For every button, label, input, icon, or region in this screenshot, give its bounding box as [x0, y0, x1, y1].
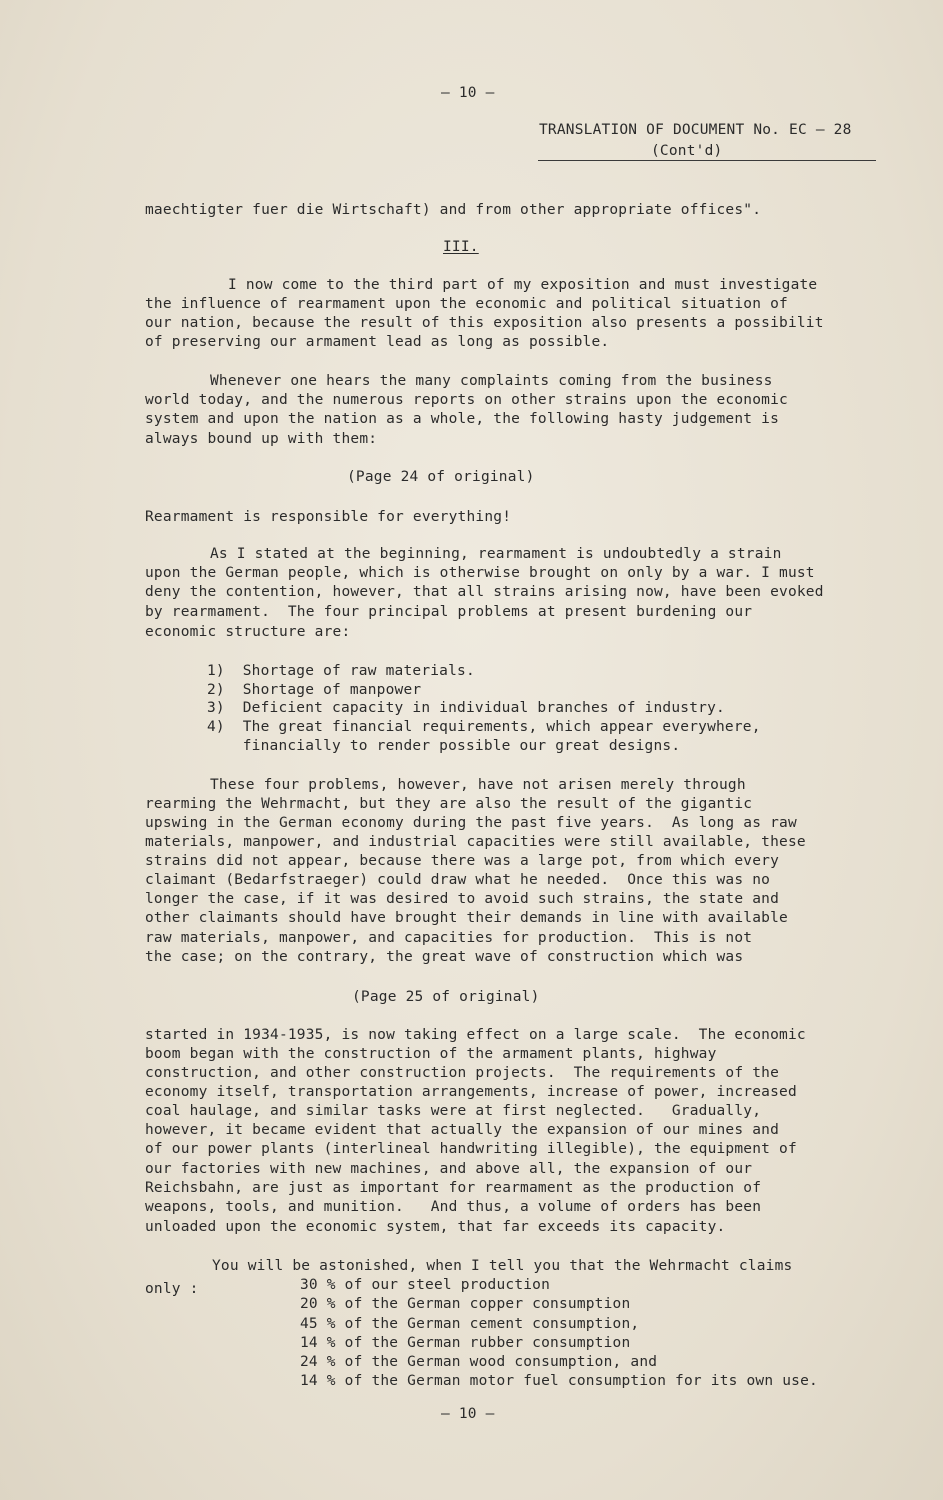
body-line: longer the case, if it was desired to avoid such strains, the state and: [145, 891, 780, 907]
header-rule: [538, 160, 876, 161]
section-heading: III.: [443, 239, 479, 255]
list-item: 3) Deficient capacity in individual branches of industry.: [207, 700, 725, 716]
body-line: upon the German people, which is otherwise brought on only by a war. I must: [145, 565, 815, 581]
body-line: started in 1934-1935, is now taking effect on a large scale. The economic: [145, 1027, 806, 1043]
body-line: weapons, tools, and munition. And thus, a volume of orders has been: [145, 1199, 762, 1215]
body-line: rearming the Wehrmacht, but they are also the result of the gigantic: [145, 796, 753, 812]
body-line: always bound up with them:: [145, 431, 378, 447]
claim-item: 14 % of the German motor fuel consumption for its own use.: [300, 1373, 818, 1389]
header-title: TRANSLATION OF DOCUMENT No. EC – 28: [539, 122, 852, 138]
body-line: boom began with the construction of the armament plants, highway: [145, 1046, 717, 1062]
body-line: our nation, because the result of this exposition also presents a possibilit: [145, 315, 824, 331]
list-item: 1) Shortage of raw materials.: [207, 663, 475, 679]
body-line: materials, manpower, and industrial capacities were still available, these: [145, 834, 806, 850]
list-item: 2) Shortage of manpower: [207, 682, 422, 698]
only-label: only :: [145, 1281, 199, 1297]
body-line: These four problems, however, have not arisen merely through: [210, 777, 746, 793]
body-line: unloaded upon the economic system, that far exceeds its capacity.: [145, 1219, 726, 1235]
claim-item: 14 % of the German rubber consumption: [300, 1335, 631, 1351]
page-number-bottom: – 10 –: [441, 1406, 495, 1422]
body-line: Whenever one hears the many complaints coming from the business: [210, 373, 773, 389]
body-line: strains did not appear, because there was a large pot, from which every: [145, 853, 780, 869]
body-line: upswing in the German economy during the past five years. As long as raw: [145, 815, 797, 831]
body-line: by rearmament. The four principal problems at present burdening our: [145, 604, 753, 620]
body-line: You will be astonished, when I tell you that the Wehrmacht claims: [212, 1258, 793, 1274]
body-line: construction, and other construction projects. The requirements of the: [145, 1065, 780, 1081]
claim-item: 20 % of the German copper consumption: [300, 1296, 631, 1312]
body-line: world today, and the numerous reports on other strains upon the economic: [145, 392, 788, 408]
list-item: financially to render possible our great designs.: [207, 738, 681, 754]
body-line: of our power plants (interlineal handwriting illegible), the equipment of: [145, 1141, 797, 1157]
body-line: however, it became evident that actually the expansion of our mines and: [145, 1122, 780, 1138]
claim-item: 30 % of our steel production: [300, 1277, 551, 1293]
header-contd: (Cont'd): [651, 143, 723, 159]
body-line: Rearmament is responsible for everything!: [145, 509, 512, 525]
page-marker: (Page 25 of original): [352, 989, 540, 1005]
body-line: economic structure are:: [145, 624, 351, 640]
body-line: As I stated at the beginning, rearmament is undoubtedly a strain: [210, 546, 782, 562]
body-line: claimant (Bedarfstraeger) could draw what he needed. Once this was no: [145, 872, 771, 888]
body-line: the influence of rearmament upon the economic and political situation of: [145, 296, 788, 312]
body-line: deny the contention, however, that all strains arising now, have been evoked: [145, 584, 824, 600]
body-line: system and upon the nation as a whole, the following hasty judgement is: [145, 411, 780, 427]
body-line: other claimants should have brought their demands in line with available: [145, 910, 788, 926]
body-line: the case; on the contrary, the great wave of construction which was: [145, 949, 744, 965]
page-marker: (Page 24 of original): [347, 469, 535, 485]
body-line: I now come to the third part of my exposition and must investigate: [228, 277, 818, 293]
body-line: economy itself, transportation arrangements, increase of power, increased: [145, 1084, 797, 1100]
body-line: raw materials, manpower, and capacities for production. This is not: [145, 930, 753, 946]
list-item: 4) The great financial requirements, which appear everywhere,: [207, 719, 761, 735]
body-line: of preserving our armament lead as long as possible.: [145, 334, 610, 350]
claim-item: 45 % of the German cement consumption,: [300, 1316, 640, 1332]
body-line: maechtigter fuer die Wirtschaft) and from other appropriate offices".: [145, 202, 762, 218]
body-line: Reichsbahn, are just as important for rearmament as the production of: [145, 1180, 762, 1196]
body-line: our factories with new machines, and above all, the expansion of our: [145, 1161, 753, 1177]
page-number-top: – 10 –: [441, 85, 495, 101]
body-line: coal haulage, and similar tasks were at first neglected. Gradually,: [145, 1103, 762, 1119]
claim-item: 24 % of the German wood consumption, and: [300, 1354, 658, 1370]
